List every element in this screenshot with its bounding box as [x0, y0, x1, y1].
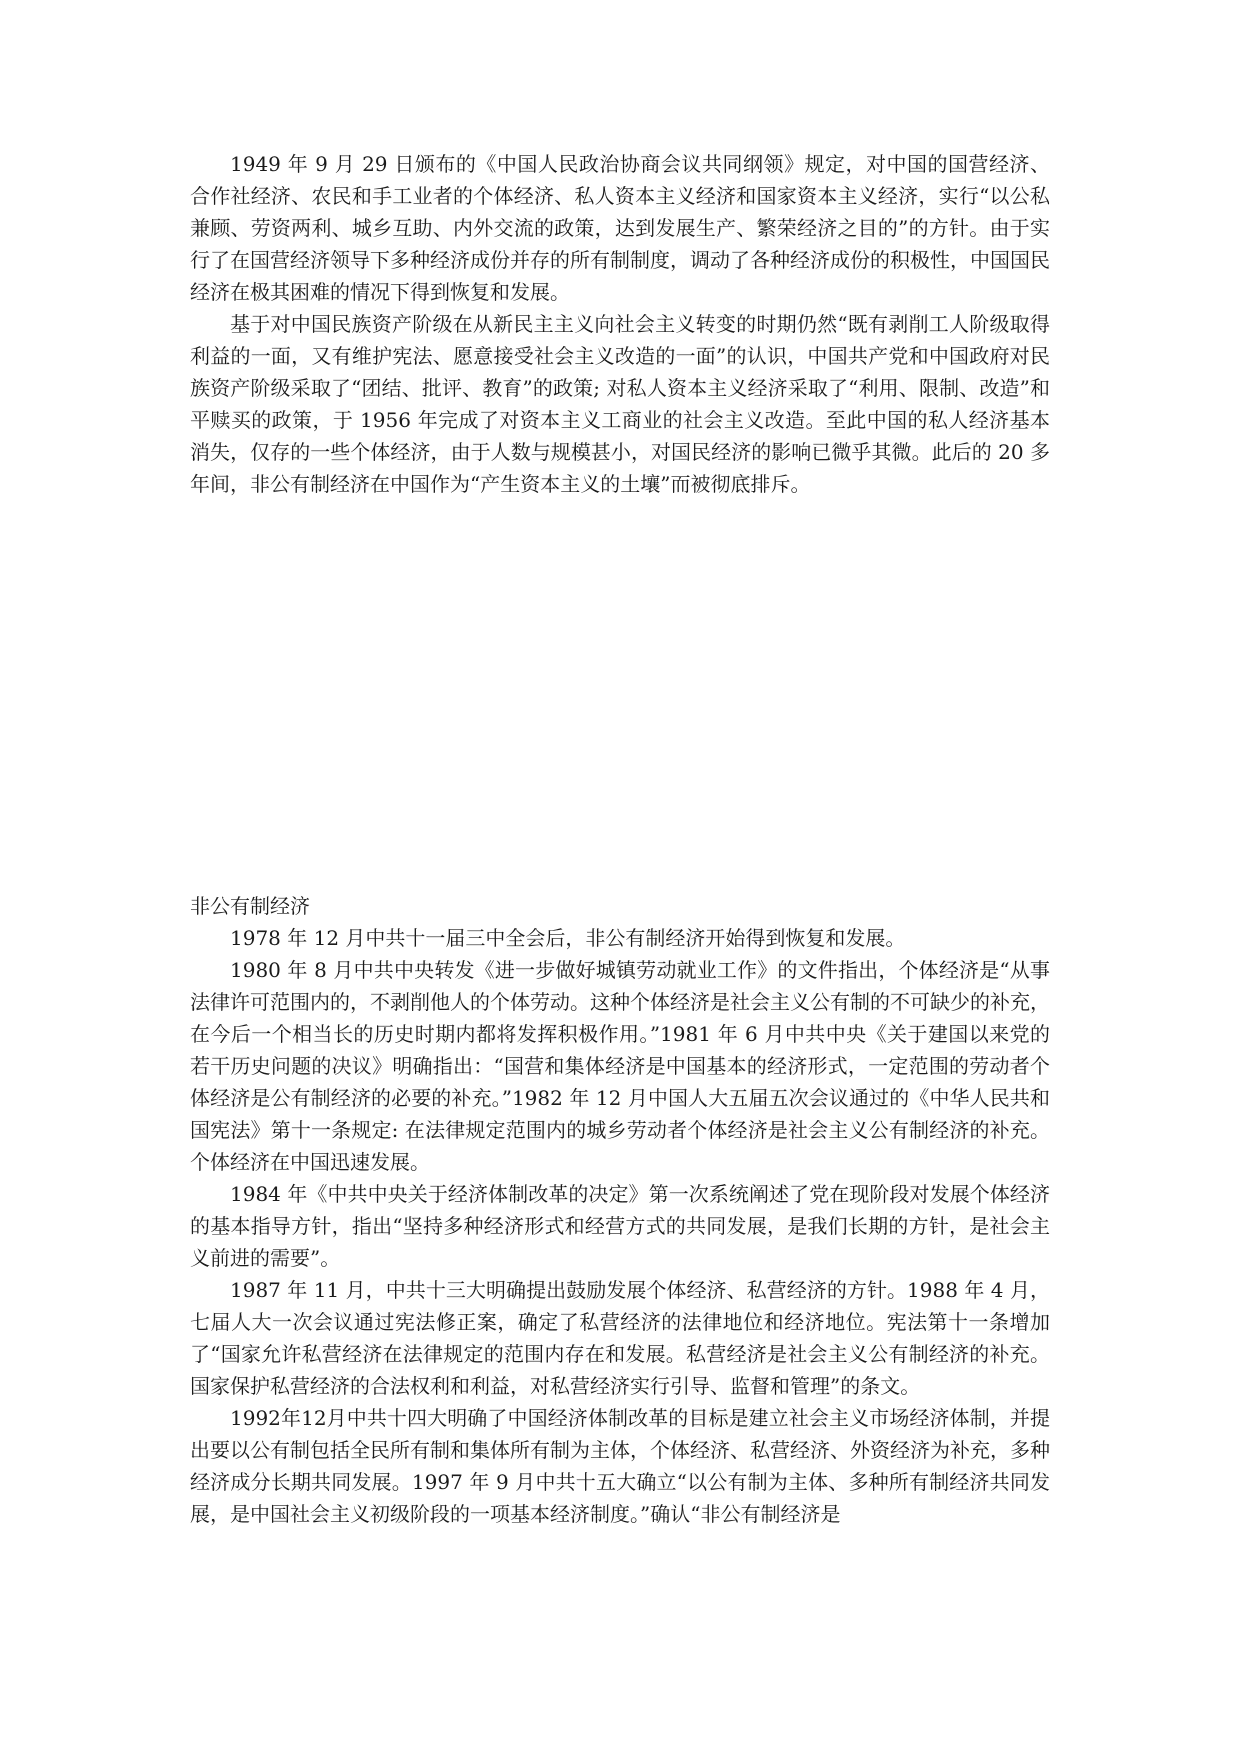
paragraph: 1949 年 9 月 29 日颁布的《中国人民政治协商会议共同纲领》规定，对中国的国营经济、合作社经济、农民和手工业者的个体经济、私人资本主义经济和国家资本主义经济，实行“以公私兼顾、劳资两利、城乡互助、内外交流的政策，达到发展生产、繁荣经济之目的”的方针。由于实行了在国营经济领导下多种经济成份并存的所有制制度，调动了各种经济成份的积极性，中国国民经济在极其困难的情况下得到恢复和发展。	[190, 152, 1050, 304]
section-heading: 非公有制经济	[190, 894, 310, 918]
paragraph: 1978 年 12 月中共十一届三中全会后，非公有制经济开始得到恢复和发展。	[230, 926, 906, 950]
bottom-text-section	[190, 890, 1050, 1530]
top-text-section	[190, 148, 1050, 500]
paragraph: 1992年12月中共十四大明确了中国经济体制改革的目标是建立社会主义市场经济体制，并提出要以公有制包括全民所有制和集体所有制为主体，个体经济、私营经济、外资经济为补充，多种经济成分长期共同发展。1997 年 9 月中共十五大确立“以公有制为主体、多种所有制经济共同发展，是中国社会主义初级阶段的一项基本经济制度。”确认“非公有制经济是	[190, 1406, 1050, 1526]
paragraph: 1980 年 8 月中共中央转发《进一步做好城镇劳动就业工作》的文件指出，个体经济是“从事法律许可范围内的，不剥削他人的个体劳动。这种个体经济是社会主义公有制的不可缺少的补充，在今后一个相当长的历史时期内都将发挥积极作用。”1981 年 6 月中共中央《关于建国以来党的若干历史问题的决议》明确指出：“国营和集体经济是中国基本的经济形式，一定范围的劳动者个体经济是公有制经济的必要的补充。”1982 年 12 月中国人大五届五次会议通过的《中华人民共和国宪法》第十一条规定: 在法律规定范围内的城乡劳动者个体经济是社会主义公有制经济的补充。个体经济在中国迅速发展。	[190, 958, 1050, 1174]
paragraph: 1987 年 11 月，中共十三大明确提出鼓励发展个体经济、私营经济的方针。1988 年 4 月，七届人大一次会议通过宪法修正案，确定了私营经济的法律地位和经济地位。宪法第十一条增加了“国家允许私营经济在法律规定的范围内存在和发展。私营经济是社会主义公有制经济的补充。国家保护私营经济的合法权利和利益，对私营经济实行引导、监督和管理”的条文。	[190, 1278, 1050, 1398]
paragraph: 1984 年《中共中央关于经济体制改革的决定》第一次系统阐述了党在现阶段对发展个体经济的基本指导方针，指出“坚持多种经济形式和经营方式的共同发展，是我们长期的方针，是社会主义前进的需要”。	[190, 1182, 1050, 1270]
paragraph: 基于对中国民族资产阶级在从新民主主义向社会主义转变的时期仍然“既有剥削工人阶级取得利益的一面，又有维护宪法、愿意接受社会主义改造的一面”的认识，中国共产党和中国政府对民族资产阶级采取了“团结、批评、教育”的政策; 对私人资本主义经济采取了“利用、限制、改造”和平赎买的政策，于 1956 年完成了对资本主义工商业的社会主义改造。至此中国的私人经济基本消失，仅存的一些个体经济，由于人数与规模甚小，对国民经济的影响已微乎其微。此后的 20 多年间，非公有制经济在中国作为“产生资本主义的土壤”而被彻底排斥。	[190, 312, 1050, 496]
